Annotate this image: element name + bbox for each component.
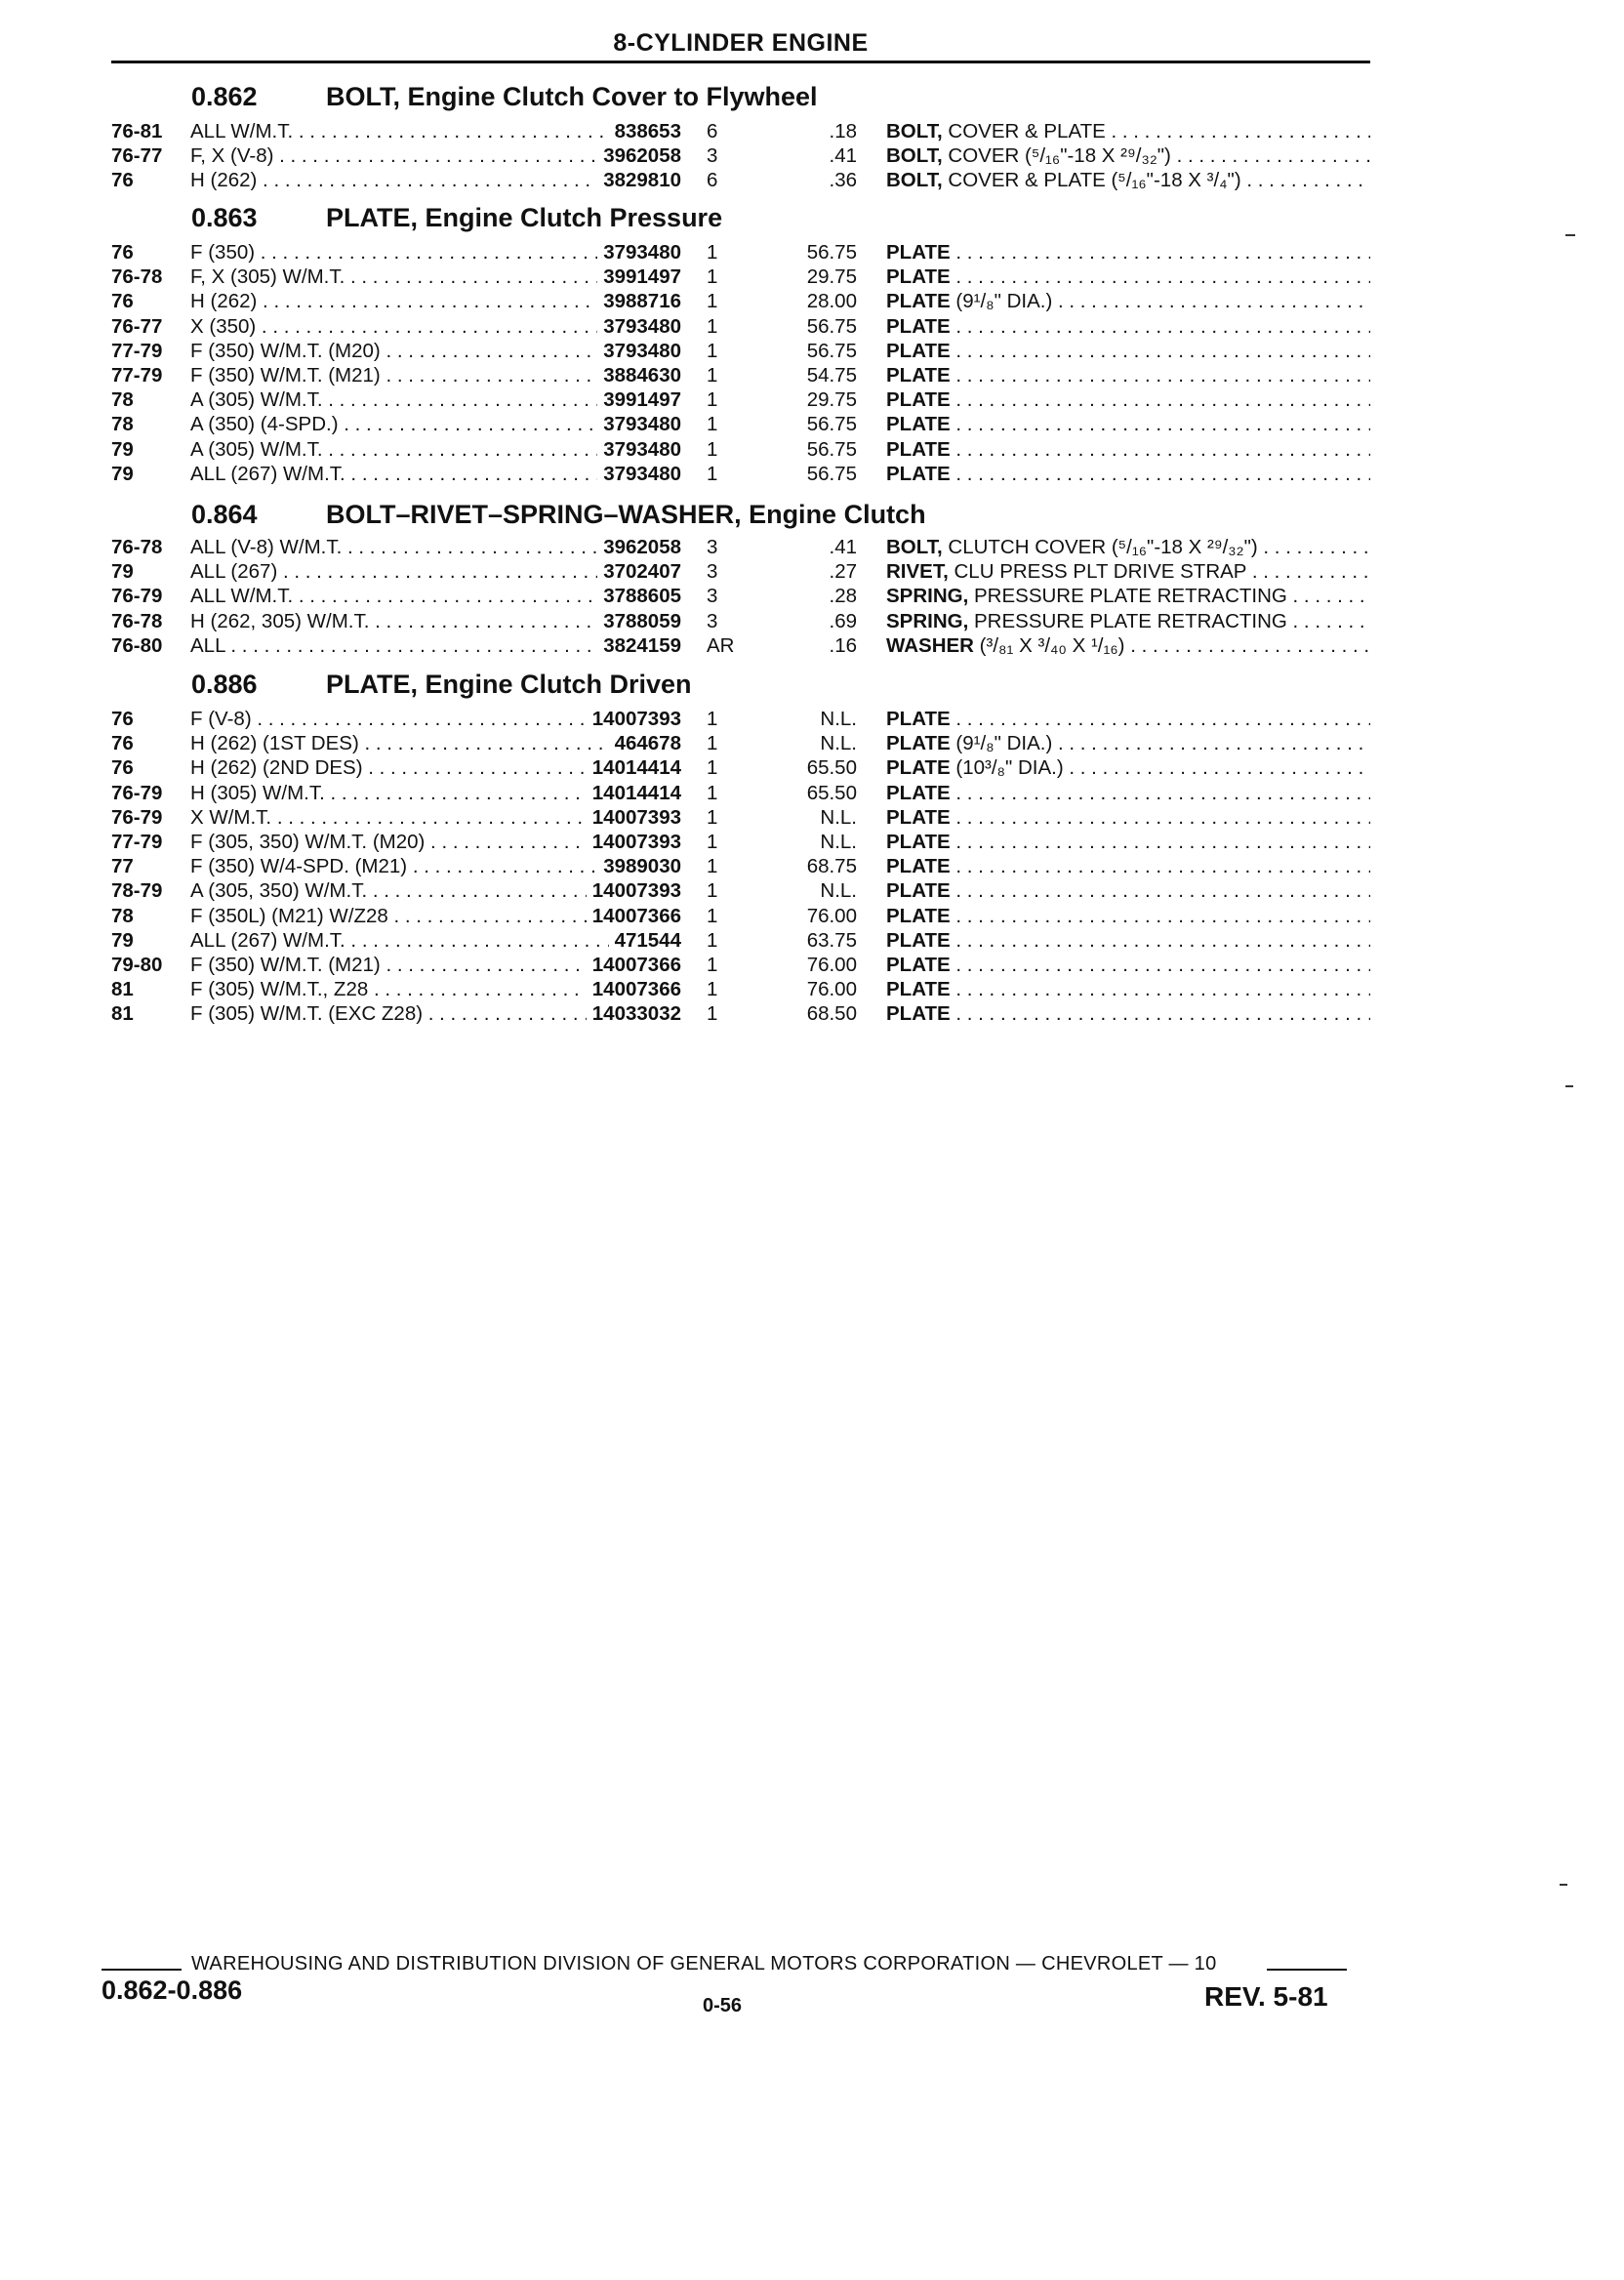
description-keyword: PLATE (886, 314, 951, 338)
model-year: 76-77 (111, 144, 163, 168)
application: X (350) . . . (190, 314, 651, 339)
quantity: 1 (707, 339, 718, 362)
application: A (305) W/M.T. . . . (190, 387, 651, 412)
application: H (305) W/M.T. . . . (190, 781, 651, 805)
part-number: 14007393 (587, 830, 681, 854)
description-detail: CLU PRESS PLT DRIVE STRAP (948, 560, 1247, 584)
margin-mark (1565, 234, 1575, 236)
description (886, 707, 1370, 731)
part-number: 3793480 (597, 314, 681, 339)
quantity: 1 (707, 978, 718, 1001)
application: F (350) . . . (190, 240, 651, 265)
description-detail: (9¹/₈" DIA.) (950, 732, 1053, 755)
description-detail: COVER & PLATE (942, 120, 1106, 142)
description-keyword: PLATE (886, 954, 951, 976)
application: A (305, 350) W/M.T. . . . (190, 878, 651, 903)
application: H (262) . . . (190, 168, 651, 192)
description-keyword: PLATE (886, 855, 951, 878)
application: A (305) W/M.T. . . . (190, 437, 651, 462)
description (886, 314, 1370, 339)
application: F (350) W/M.T. (M21) . . . (190, 953, 651, 977)
table-row (111, 781, 1370, 805)
description (886, 633, 1370, 658)
application: F (V-8) . . . (190, 707, 651, 731)
description-keyword: PLATE (886, 413, 951, 436)
quantity: AR (707, 633, 735, 657)
model-year: 78 (111, 388, 134, 412)
description-keyword: PLATE (886, 437, 951, 461)
table-row (111, 314, 1370, 339)
description-detail: (9¹/₈" DIA.) (950, 290, 1053, 313)
description-keyword: RIVET, (886, 560, 949, 584)
model-year: 76 (111, 241, 134, 264)
part-number: 3962058 (597, 535, 681, 559)
application: F (350) W/4-SPD. (M21) . . . (190, 854, 651, 878)
description (886, 339, 1370, 363)
price: 54.75 (806, 364, 857, 387)
table-row (111, 240, 1370, 265)
description (886, 805, 1370, 830)
quantity: 3 (707, 144, 718, 168)
description-keyword: PLATE (886, 1002, 951, 1026)
section-number: 0.864 (191, 500, 258, 529)
quantity: 1 (707, 756, 718, 780)
part-number: 14007393 (587, 707, 681, 731)
quantity: 1 (707, 732, 718, 755)
model-year: 79 (111, 560, 134, 584)
quantity: 1 (707, 290, 718, 313)
application: ALL W/M.T. . . . (190, 584, 651, 608)
description-keyword: SPRING, (886, 609, 969, 632)
section-number: 0.863 (191, 203, 258, 232)
quantity: 6 (707, 169, 718, 192)
part-number: 3991497 (597, 265, 681, 289)
quantity: 3 (707, 536, 718, 558)
part-number: 3962058 (597, 143, 681, 168)
description (886, 437, 1370, 462)
quantity: 1 (707, 879, 718, 903)
table-row (111, 462, 1370, 486)
table-row (111, 168, 1370, 192)
description-keyword: PLATE (886, 241, 951, 264)
description (886, 731, 1370, 755)
part-number: 3793480 (597, 412, 681, 436)
description-keyword: PLATE (886, 928, 951, 952)
table-row (111, 584, 1370, 608)
part-number: 14007366 (587, 977, 681, 1001)
model-year: 76-78 (111, 265, 163, 289)
table-row (111, 559, 1370, 584)
quantity: 1 (707, 904, 718, 927)
part-number: 14014414 (587, 781, 681, 805)
quantity: 1 (707, 1002, 718, 1026)
price: 68.75 (806, 855, 857, 878)
application: F (350L) (M21) W/Z28 . . . (190, 904, 651, 928)
description (886, 953, 1370, 977)
description-keyword: PLATE (886, 732, 951, 755)
price: .27 (829, 560, 857, 584)
application: ALL (267) . . . (190, 559, 651, 584)
application: ALL (267) W/M.T. . . . (190, 928, 651, 953)
footer-group-range: 0.862-0.886 (102, 1975, 243, 2005)
model-year: 76-80 (111, 633, 163, 657)
table-row (111, 387, 1370, 412)
model-year: 76-79 (111, 805, 163, 829)
model-year: 76 (111, 708, 134, 730)
section-title (191, 82, 818, 112)
description-detail: CLUTCH COVER (⁵/₁₆"-18 X ²⁹/₃₂") (942, 536, 1258, 558)
margin-mark (1565, 1085, 1573, 1087)
price: N.L. (820, 831, 857, 853)
quantity: 1 (707, 462, 718, 485)
application: X W/M.T. . . . (190, 805, 651, 830)
description (886, 928, 1370, 953)
price: 63.75 (806, 928, 857, 952)
description-keyword: PLATE (886, 388, 951, 412)
table-row (111, 805, 1370, 830)
margin-mark (1560, 1884, 1567, 1886)
part-number: 14033032 (587, 1001, 681, 1026)
description (886, 830, 1370, 854)
model-year: 79 (111, 928, 134, 952)
part-number: 3824159 (597, 633, 681, 658)
price: .41 (829, 144, 857, 168)
model-year: 76-81 (111, 120, 163, 142)
model-year: 77-79 (111, 831, 163, 853)
model-year: 78-79 (111, 879, 163, 903)
model-year: 76 (111, 169, 134, 192)
description-keyword: BOLT, (886, 536, 943, 558)
quantity: 1 (707, 413, 718, 436)
part-number: 14007366 (587, 904, 681, 928)
application: F, X (305) W/M.T. . . . (190, 265, 651, 289)
price: 56.75 (806, 241, 857, 264)
footer-rule-left (102, 1969, 182, 1971)
description-keyword: PLATE (886, 904, 951, 927)
price: .41 (829, 536, 857, 558)
description-detail: (10³/₈" DIA.) (950, 756, 1064, 780)
section-heading: BOLT, Engine Clutch Cover to Flywheel (326, 82, 818, 111)
section-title (191, 670, 692, 700)
quantity: 1 (707, 708, 718, 730)
description-detail: COVER & PLATE (⁵/₁₆"-18 X ³/₄") (942, 169, 1241, 192)
table-row (111, 977, 1370, 1001)
description (886, 240, 1370, 265)
description-keyword: PLATE (886, 978, 951, 1001)
description (886, 462, 1370, 486)
model-year: 78 (111, 413, 134, 436)
price: 56.75 (806, 437, 857, 461)
table-row (111, 535, 1370, 559)
model-year: 79-80 (111, 954, 163, 976)
part-number: 3793480 (597, 240, 681, 265)
description-keyword: PLATE (886, 781, 951, 804)
quantity: 1 (707, 855, 718, 878)
model-year: 81 (111, 1002, 134, 1026)
description (886, 977, 1370, 1001)
table-row (111, 119, 1370, 143)
application: F (305, 350) W/M.T. (M20) . . . (190, 830, 651, 854)
description (886, 412, 1370, 436)
model-year: 79 (111, 437, 134, 461)
model-year: 77-79 (111, 364, 163, 387)
description-detail: PRESSURE PLATE RETRACTING (968, 609, 1287, 632)
quantity: 1 (707, 781, 718, 804)
model-year: 79 (111, 462, 134, 485)
model-year: 76-79 (111, 781, 163, 804)
part-number: 14014414 (587, 755, 681, 780)
part-number: 14007393 (587, 878, 681, 903)
description-keyword: PLATE (886, 364, 951, 387)
price: .69 (829, 609, 857, 632)
table-row (111, 854, 1370, 878)
description-keyword: PLATE (886, 805, 951, 829)
quantity: 1 (707, 805, 718, 829)
description-keyword: PLATE (886, 339, 951, 362)
application: H (262, 305) W/M.T. . . . (190, 609, 651, 633)
quantity: 3 (707, 609, 718, 632)
price: .16 (829, 633, 857, 657)
price: N.L. (820, 732, 857, 755)
quantity: 3 (707, 560, 718, 584)
model-year: 81 (111, 978, 134, 1001)
price: 56.75 (806, 462, 857, 485)
application: A (350) (4-SPD.) . . . (190, 412, 651, 436)
table-row (111, 928, 1370, 953)
quantity: 1 (707, 265, 718, 289)
description-detail: PRESSURE PLATE RETRACTING (968, 585, 1287, 608)
description-keyword: PLATE (886, 879, 951, 903)
application: H (262) (2ND DES) . . . (190, 755, 651, 780)
table-row (111, 363, 1370, 387)
section-number: 0.862 (191, 82, 258, 111)
price: .18 (829, 120, 857, 142)
model-year: 76 (111, 290, 134, 313)
table-row (111, 633, 1370, 658)
quantity: 1 (707, 314, 718, 338)
table-row (111, 265, 1370, 289)
part-number: 3702407 (597, 559, 681, 584)
application: F (350) W/M.T. (M20) . . . (190, 339, 651, 363)
price: .28 (829, 585, 857, 608)
footer-page-number: 0-56 (703, 1995, 743, 2016)
description (886, 265, 1370, 289)
price: N.L. (820, 708, 857, 730)
description (886, 904, 1370, 928)
quantity: 1 (707, 437, 718, 461)
model-year: 77 (111, 855, 134, 878)
description (886, 559, 1370, 584)
description-keyword: PLATE (886, 290, 951, 313)
application: ALL . . . (190, 633, 651, 658)
description (886, 143, 1370, 168)
quantity: 1 (707, 928, 718, 952)
footer-revision: REV. 5-81 (1204, 1981, 1328, 2012)
section-title (191, 500, 926, 530)
description-detail: COVER (⁵/₁₆"-18 X ²⁹/₃₂") (942, 144, 1171, 168)
description (886, 878, 1370, 903)
application: F (305) W/M.T. (EXC Z28) . . . (190, 1001, 651, 1026)
table-row (111, 412, 1370, 436)
part-number: 14007393 (587, 805, 681, 830)
model-year: 76 (111, 756, 134, 780)
description-keyword: PLATE (886, 756, 951, 780)
application: ALL W/M.T. . . . (190, 119, 651, 143)
description (886, 854, 1370, 878)
table-row (111, 755, 1370, 780)
description (886, 1001, 1370, 1026)
part-number: 3793480 (597, 462, 681, 486)
price: 56.75 (806, 413, 857, 436)
description (886, 609, 1370, 633)
part-number: 14007366 (587, 953, 681, 977)
description-keyword: SPRING, (886, 585, 969, 608)
application: F (305) W/M.T., Z28 . . . (190, 977, 651, 1001)
price: 68.50 (806, 1002, 857, 1026)
part-number: 464678 (609, 731, 681, 755)
application: F, X (V-8) . . . (190, 143, 651, 168)
table-row (111, 707, 1370, 731)
description (886, 535, 1370, 559)
part-number: 3829810 (597, 168, 681, 192)
section-heading: PLATE, Engine Clutch Pressure (326, 203, 723, 232)
price: 76.00 (806, 978, 857, 1001)
section-heading: PLATE, Engine Clutch Driven (326, 670, 692, 699)
part-number: 3989030 (597, 854, 681, 878)
table-row (111, 143, 1370, 168)
quantity: 1 (707, 388, 718, 412)
description (886, 363, 1370, 387)
model-year: 76-78 (111, 609, 163, 632)
model-year: 76-78 (111, 536, 163, 558)
part-number: 838653 (609, 119, 681, 143)
page-title: 8-CYLINDER ENGINE (613, 29, 869, 57)
application: H (262) (1ST DES) . . . (190, 731, 651, 755)
model-year: 76 (111, 732, 134, 755)
quantity: 1 (707, 831, 718, 853)
table-row (111, 953, 1370, 977)
part-number: 3884630 (597, 363, 681, 387)
description-keyword: PLATE (886, 708, 951, 730)
part-number: 3793480 (597, 339, 681, 363)
table-row (111, 904, 1370, 928)
part-number: 3988716 (597, 289, 681, 313)
price: 29.75 (806, 388, 857, 412)
table-row (111, 609, 1370, 633)
price: N.L. (820, 879, 857, 903)
description (886, 168, 1370, 192)
part-number: 3788605 (597, 584, 681, 608)
table-row (111, 830, 1370, 854)
section-title (191, 203, 722, 233)
quantity: 6 (707, 120, 718, 142)
price: 28.00 (806, 290, 857, 313)
description-keyword: PLATE (886, 265, 951, 289)
price: N.L. (820, 805, 857, 829)
model-year: 76-79 (111, 585, 163, 608)
description-keyword: PLATE (886, 831, 951, 853)
description (886, 387, 1370, 412)
description-keyword: BOLT, (886, 120, 943, 142)
table-row (111, 1001, 1370, 1026)
application: F (350) W/M.T. (M21) . . . (190, 363, 651, 387)
quantity: 3 (707, 585, 718, 608)
description-keyword: BOLT, (886, 169, 943, 192)
description (886, 584, 1370, 608)
part-number: 471544 (609, 928, 681, 953)
description-keyword: WASHER (886, 633, 974, 657)
part-number: 3793480 (597, 437, 681, 462)
description (886, 781, 1370, 805)
quantity: 1 (707, 241, 718, 264)
application: H (262) . . . (190, 289, 651, 313)
quantity: 1 (707, 954, 718, 976)
description-keyword: PLATE (886, 462, 951, 485)
table-row (111, 339, 1370, 363)
price: 65.50 (806, 756, 857, 780)
description (886, 119, 1370, 143)
table-row (111, 289, 1370, 313)
description (886, 755, 1370, 780)
part-number: 3991497 (597, 387, 681, 412)
table-row (111, 437, 1370, 462)
price: 56.75 (806, 314, 857, 338)
part-number: 3788059 (597, 609, 681, 633)
model-year: 76-77 (111, 314, 163, 338)
table-row (111, 878, 1370, 903)
price: 56.75 (806, 339, 857, 362)
model-year: 77-79 (111, 339, 163, 362)
price: 29.75 (806, 265, 857, 289)
table-row (111, 731, 1370, 755)
section-heading: BOLT–RIVET–SPRING–WASHER, Engine Clutch (326, 500, 926, 529)
footer-division-line: WAREHOUSING AND DISTRIBUTION DIVISION OF GENERAL MOTORS CORPORATION — CHEVROLET — 10 (191, 1953, 1217, 1975)
application: ALL (V-8) W/M.T. . . . (190, 535, 651, 559)
price: 65.50 (806, 781, 857, 804)
price: 76.00 (806, 904, 857, 927)
price: .36 (829, 169, 857, 192)
quantity: 1 (707, 364, 718, 387)
description-detail: (³/₈₁ X ³/₄₀ X ¹/₁₆) (973, 633, 1125, 657)
price: 76.00 (806, 954, 857, 976)
description (886, 289, 1370, 313)
header-rule (111, 61, 1370, 63)
application: ALL (267) W/M.T. . . . (190, 462, 651, 486)
model-year: 78 (111, 904, 134, 927)
footer-rule-right (1267, 1969, 1347, 1971)
description-keyword: BOLT, (886, 144, 943, 168)
section-number: 0.886 (191, 670, 258, 699)
